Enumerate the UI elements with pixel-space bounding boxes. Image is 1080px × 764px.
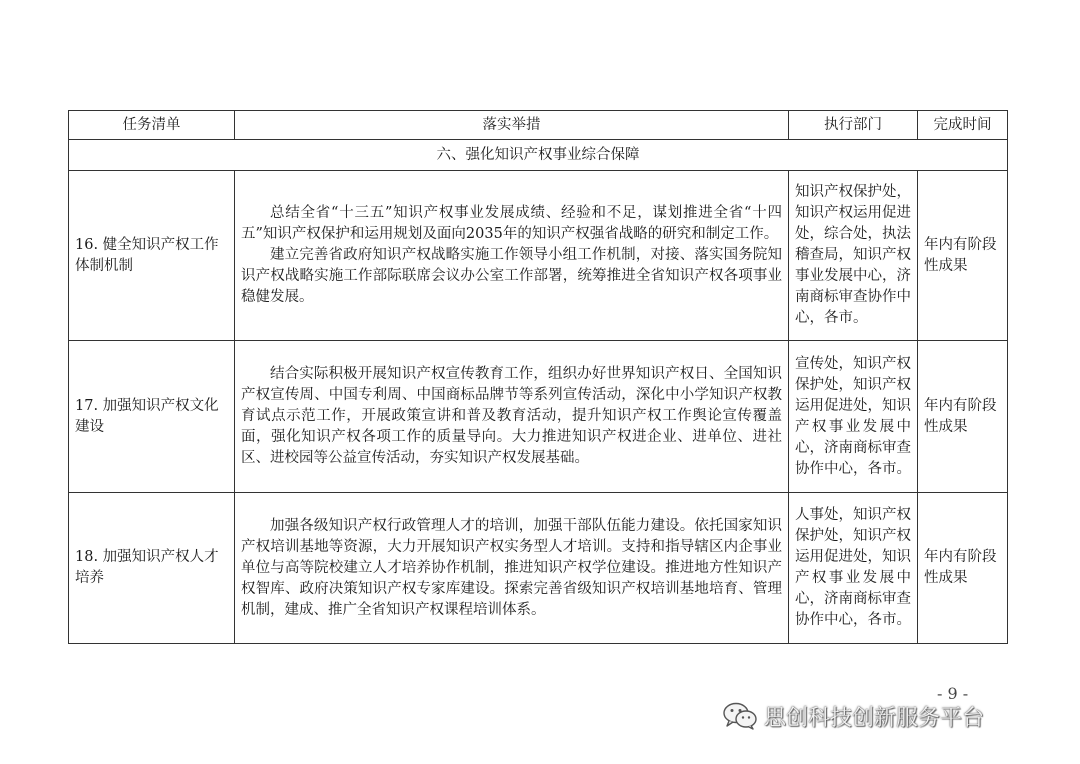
table-row (69, 171, 1008, 341)
section-title: 六、强化知识产权事业综合保障 (69, 140, 1008, 171)
task-table (68, 110, 1008, 644)
measure-paragraph: 建立完善省政府知识产权战略实施工作领导小组工作机制，对接、落实国务院知识产权战略实施工作部际联席会议办公室工作部署，统筹推进全省知识产权各项事业稳健发展。 (241, 247, 782, 305)
watermark-text: 思创科技创新服务平台 (764, 705, 985, 731)
wechat-icon (722, 701, 758, 731)
measure-paragraph: 总结全省“十三五”知识产权事业发展成绩、经验和不足，谋划推进全省“十四五”知识产权保护和运用规划及面向2035年的知识产权强省战略的研究和制定工作。 (241, 205, 782, 242)
measure-paragraph: 结合实际积极开展知识产权宣传教育工作，组织办好世界知识产权日、全国知识产权宣传周、中国专利周、中国商标品牌节等系列宣传活动，深化中小学知识产权教育试点示范工作，开展政策宣讲和普及教育活动，提升知识产权工作舆论宣传覆盖面，强化知识产权各项工作的质量导向。大力推进知识产权进企业、进单位、进社区、进校园等公益宣传活动，夯实知识产权发展基础。 (241, 366, 782, 466)
measures-cell (235, 341, 789, 493)
header-task: 任务清单 (69, 111, 235, 140)
header-time: 完成时间 (918, 111, 1008, 140)
measures-cell (235, 171, 789, 341)
time-cell: 年内有阶段性成果 (918, 493, 1008, 644)
task-cell: 18. 加强知识产权人才培养 (69, 493, 235, 644)
time-cell: 年内有阶段性成果 (918, 341, 1008, 493)
header-dept: 执行部门 (789, 111, 918, 140)
table-row (69, 341, 1008, 493)
measures-cell (235, 493, 789, 644)
page-number: - 9 - (937, 684, 969, 703)
dept-cell: 人事处，知识产权保护处，知识产权运用促进处，知识产权事业发展中心，济南商标审查协作中心，各市。 (789, 493, 918, 644)
task-cell: 16. 健全知识产权工作体制机制 (69, 171, 235, 341)
section-row (69, 140, 1008, 171)
dept-cell: 宣传处，知识产权保护处，知识产权运用促进处，知识产权事业发展中心，济南商标审查协作中心，各市。 (789, 341, 918, 493)
time-cell: 年内有阶段性成果 (918, 171, 1008, 341)
task-cell: 17. 加强知识产权文化建设 (69, 341, 235, 493)
measure-paragraph: 加强各级知识产权行政管理人才的培训，加强干部队伍能力建设。依托国家知识产权培训基地等资源，大力开展知识产权实务型人才培训。支持和指导辖区内企事业单位与高等院校建立人才培养协作机制，推进知识产权学位建设。推进地方性知识产权智库、政府决策知识产权专家库建设。探索完善省级知识产权培训基地培育、管理机制，建成、推广全省知识产权课程培训体系。 (241, 517, 782, 618)
table-row (69, 493, 1008, 644)
dept-cell: 知识产权保护处，知识产权运用促进处，综合处，执法稽查局，知识产权事业发展中心，济南商标审查协作中心，各市。 (789, 171, 918, 341)
watermark (722, 700, 984, 732)
header-measures: 落实举措 (235, 111, 789, 140)
table-header-row (69, 111, 1008, 140)
